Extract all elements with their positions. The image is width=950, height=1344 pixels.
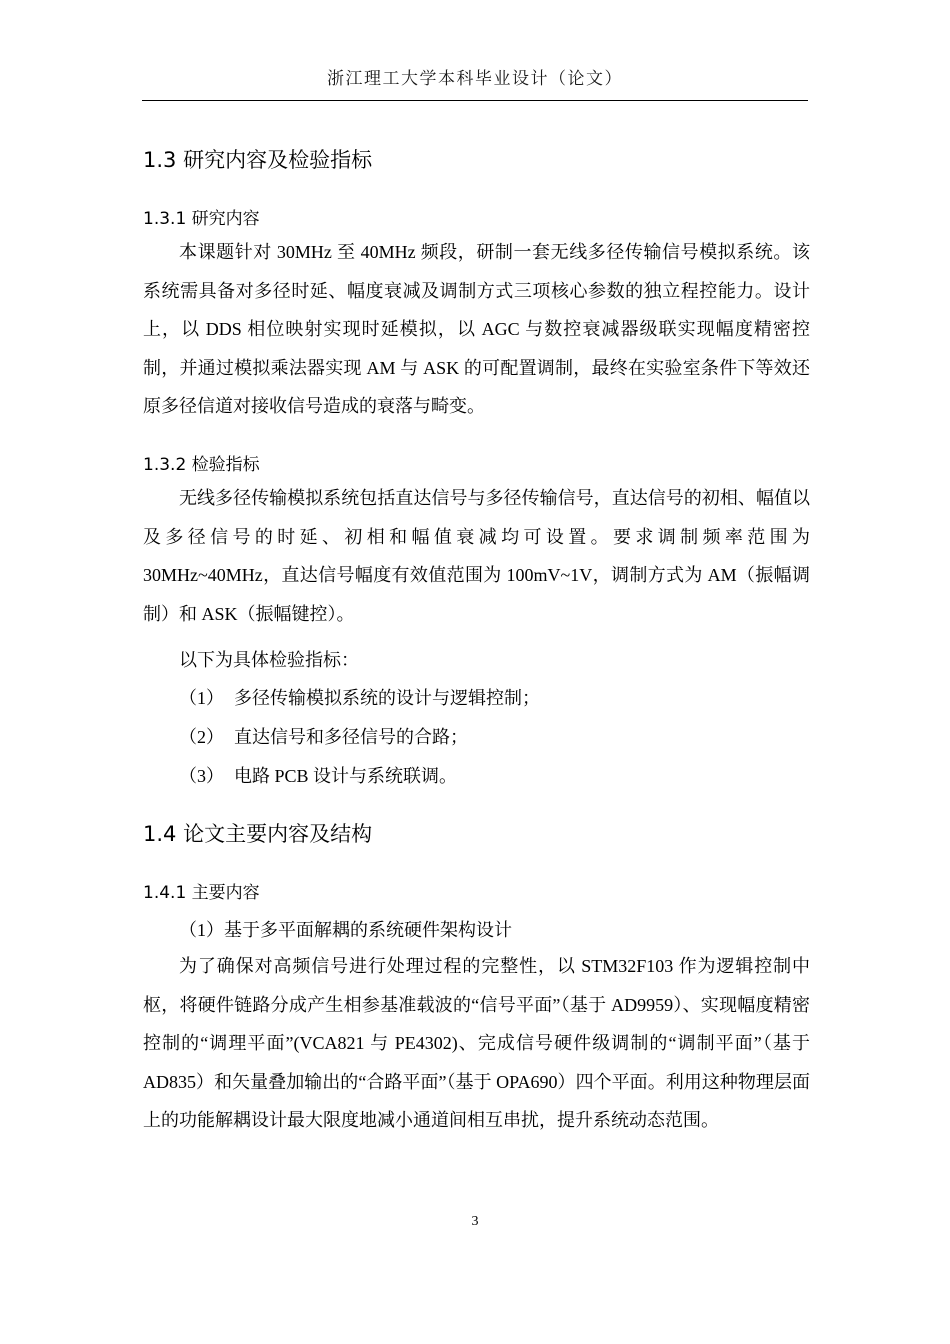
paragraph-research-content: 本课题针对 30MHz 至 40MHz 频段，研制一套无线多径传输信号模拟系统。该系统需具备对多径时延、幅度衰减及调制方式三项核心参数的独立程控能力。设计上，以 DDS 相位映射实现时延模拟，以 AGC 与数控衰减器级联实现幅度精密控制，并通过模拟乘法器实现 AM 与 ASK 的可配置调制，最终在实验室条件下等效还原多径信道对接收信号造成的衰落与畸变。 <box>143 242 810 416</box>
list-item <box>179 723 468 749</box>
indicators-intro: 以下为具体检验指标： <box>179 650 359 670</box>
section-heading-1-4: 1.4 论文主要内容及结构 <box>143 822 373 846</box>
subsection-heading-1-3-1: 1.3.1 研究内容 <box>143 209 260 229</box>
page-number: 3 <box>471 1214 479 1229</box>
paragraph-test-indicators: 无线多径传输模拟系统包括直达信号与多径传输信号，直达信号的初相、幅值以及多径信号的时延、初相和幅值衰减均可设置。要求调制频率范围为30MHz~40MHz，直达信号幅度有效值范围为 100mV~1V，调制方式为 AM（振幅调制）和 ASK（振幅键控）。 <box>143 488 810 624</box>
paragraph-hardware-architecture: 为了确保对高频信号进行处理过程的完整性，以 STM32F103 作为逻辑控制中枢，将硬件链路分成产生相参基准载波的“信号平面”（基于 AD9959）、实现幅度精密控制的“调理平面”(VCA821 与 PE4302)、完成信号硬件级调制的“调制平面”（基于 AD835）和矢量叠加输出的“合路平面”（基于 OPA690）四个平面。利用这种物理层面上的功能解耦设计最大限度地减小通道间相互串扰，提升系统动态范围。 <box>143 956 810 1130</box>
list-item-text: 直达信号和多径信号的合路； <box>234 727 468 747</box>
subsection-heading-1-4-1: 1.4.1 主要内容 <box>143 883 260 903</box>
list-item-label: （3） <box>179 766 224 786</box>
subsection-heading-1-3-2: 1.3.2 检验指标 <box>143 455 260 475</box>
list-item <box>179 762 457 788</box>
list-item-label: （1） <box>179 688 224 708</box>
header-rule <box>142 100 808 101</box>
list-item <box>179 684 540 710</box>
list-item-text: 电路 PCB 设计与系统联调。 <box>234 766 458 786</box>
page-header-title: 浙江理工大学本科毕业设计（论文） <box>327 69 623 88</box>
section-heading-1-3: 1.3 研究内容及检验指标 <box>143 148 373 172</box>
list-item-text: 多径传输模拟系统的设计与逻辑控制； <box>234 688 540 708</box>
content-item-title: （1）基于多平面解耦的系统硬件架构设计 <box>179 920 512 940</box>
list-item-label: （2） <box>179 727 224 747</box>
